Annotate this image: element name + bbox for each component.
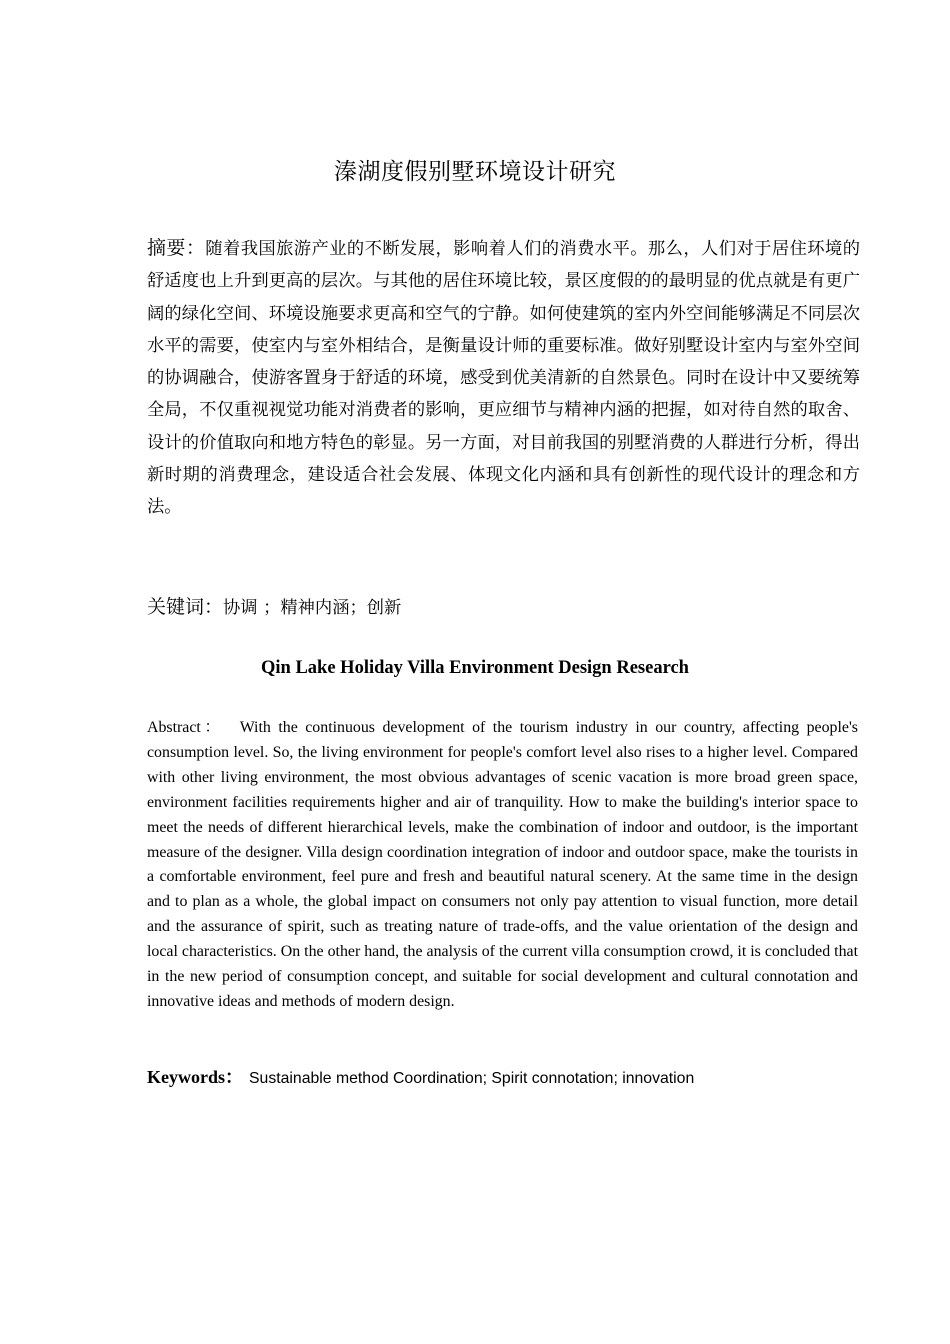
english-keywords-label: Keywords： (147, 1067, 243, 1087)
english-abstract-text: With the continuous development of the tourism industry in our country, affecting people's consumption level. So, the living environment for people's comfort level also rises to a higher level. Compared with other living environment, the most obvious advantages of scenic vacation is more broad green space, environment facilities requirements higher and air of tranquility. How to make the building's interior space to meet the needs of different hierarchical levels, make the combination of indoor and outdoor, is the important measure of the designer. Villa design coordination integration of indoor and outdoor space, make the tourists in a comfortable environment, feel pure and fresh and beautiful natural scenery. At the same time in the design and to plan as a whole, the global impact on consumers not only pay attention to visual function, more detail and the assurance of spirit, such as treating nature of trade-offs, and the value orientation of the design and local characteristics. On the other hand, the analysis of the current villa consumption crowd, it is concluded that in the new period of consumption concept, and suitable for social development and cultural connotation and innovative ideas and methods of modern design. (147, 719, 858, 1010)
chinese-keywords (147, 592, 860, 623)
chinese-abstract-label: 摘要： (147, 237, 206, 259)
english-title: Qin Lake Holiday Villa Environment Design Research (261, 658, 689, 678)
english-keywords-text: Sustainable method Coordination; Spirit connotation; innovation (249, 1070, 695, 1087)
chinese-abstract (147, 232, 860, 524)
english-abstract (147, 716, 858, 1015)
english-keywords (147, 1064, 860, 1092)
chinese-title: 溱湖度假别墅环境设计研究 (334, 159, 616, 185)
chinese-abstract-text: 随着我国旅游产业的不断发展，影响着人们的消费水平。那么，人们对于居住环境的舒适度也上升到更高的层次。与其他的居住环境比较，景区度假的的最明显的优点就是有更广阔的绿化空间、环境设施要求更高和空气的宁静。如何使建筑的室内外空间能够满足不同层次水平的需要，使室内与室外相结合，是衡量设计师的重要标准。做好别墅设计室内与室外空间的协调融合，使游客置身于舒适的环境，感受到优美清新的自然景色。同时在设计中又要统筹全局，不仅重视视觉功能对消费者的影响，更应细节与精神内涵的把握，如对待自然的取舍、设计的价值取向和地方特色的彰显。另一方面，对目前我国的别墅消费的人群进行分析，得出新时期的消费理念，建设适合社会发展、体现文化内涵和具有创新性的现代设计的理念和方法。 (147, 239, 860, 518)
chinese-keywords-text: 协调 ；精神内涵；创新 (223, 598, 402, 618)
chinese-keywords-label: 关键词： (147, 596, 224, 618)
english-abstract-label: Abstract： (147, 719, 224, 736)
